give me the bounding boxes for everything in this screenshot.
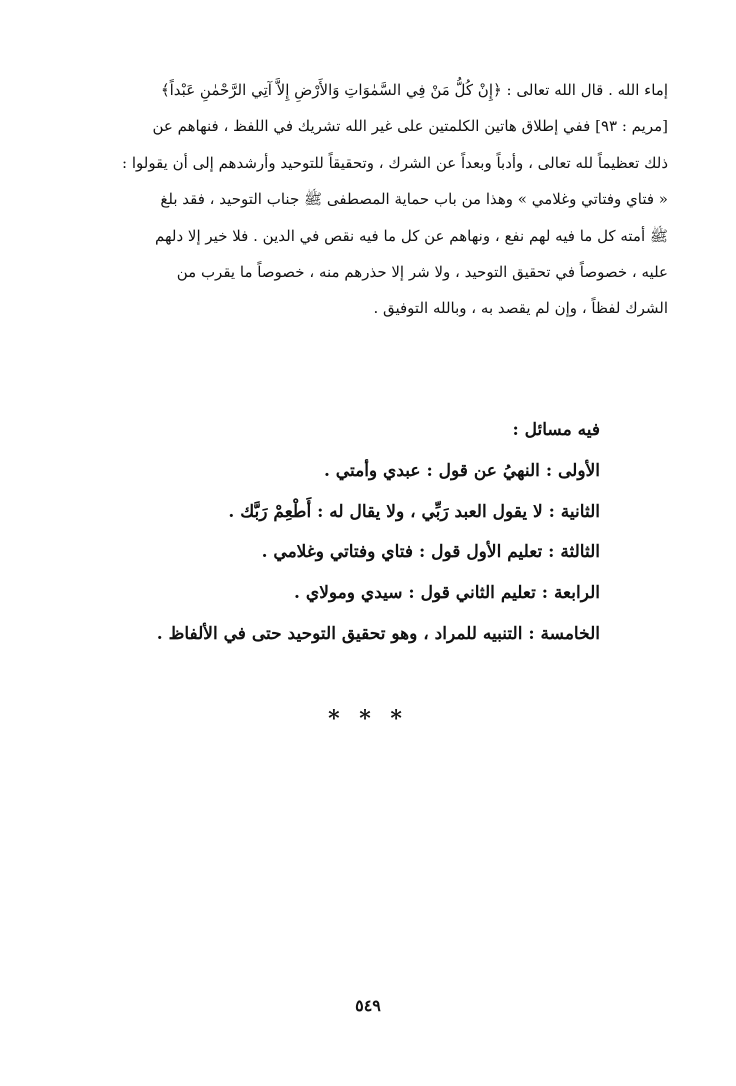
paragraph-line: ذلك تعظيماً لله تعالى ، وأدباً وبعداً عن الشرك ، وتحقيقاً للتوحيد وأرشدهم إلى أن يقولوا : [122, 153, 668, 172]
paragraph-line: ﷺ أمته كل ما فيه لهم نفع ، ونهاهم عن كل ما فيه نقص في الدين . فلا خير إلا دلهم [154, 226, 668, 245]
page-number: ٥٤٩ [355, 996, 381, 1015]
paragraph-line: [مريم : ٩٣] ففي إطلاق هاتين الكلمتين على غير الله تشريك في اللفظ ، فنهاهم عن [152, 117, 668, 136]
main-paragraph [70, 72, 668, 327]
paragraph-line: « فتاي وفتاتي وغلامي » وهذا من باب حماية المصطفى ﷺ جناب التوحيد ، فقد بلغ [160, 190, 668, 209]
paragraph-line: عليه ، خصوصاً في تحقيق التوحيد ، ولا شر إلا حذرهم منه ، خصوصاً ما يقرب من [176, 263, 668, 282]
issues-list [70, 410, 600, 655]
paragraph-line: الشرك لفظاً ، وإن لم يقصد به ، وبالله التوفيق . [373, 299, 668, 318]
issues-heading: فيه مسائل : [512, 420, 600, 440]
paragraph-line: إماء الله . قال الله تعالى : ﴿إِنْ كُلُّ مَنْ فِي السَّمٰوَاتِ وَالأَرْضِ إِلاَّ آتِي الرَّحْمٰنِ عَبْداً﴾ [160, 81, 668, 99]
issue-item: الثالثة : تعليم الأول قول : فتاي وفتاتي وغلامي . [261, 542, 600, 563]
issue-item: الأولى : النهيُ عن قول : عبدي وأمتي . [323, 460, 600, 481]
issue-item: الخامسة : التنبيه للمراد ، وهو تحقيق التوحيد حتى في الألفاظ . [156, 623, 600, 644]
section-separator: * * * [328, 706, 408, 732]
issue-item: الرابعة : تعليم الثاني قول : سيدي ومولاي . [294, 583, 600, 604]
issue-item: الثانية : لا يقول العبد رَبِّي ، ولا يقال له : أَطْعِمْ رَبَّك . [228, 501, 600, 522]
